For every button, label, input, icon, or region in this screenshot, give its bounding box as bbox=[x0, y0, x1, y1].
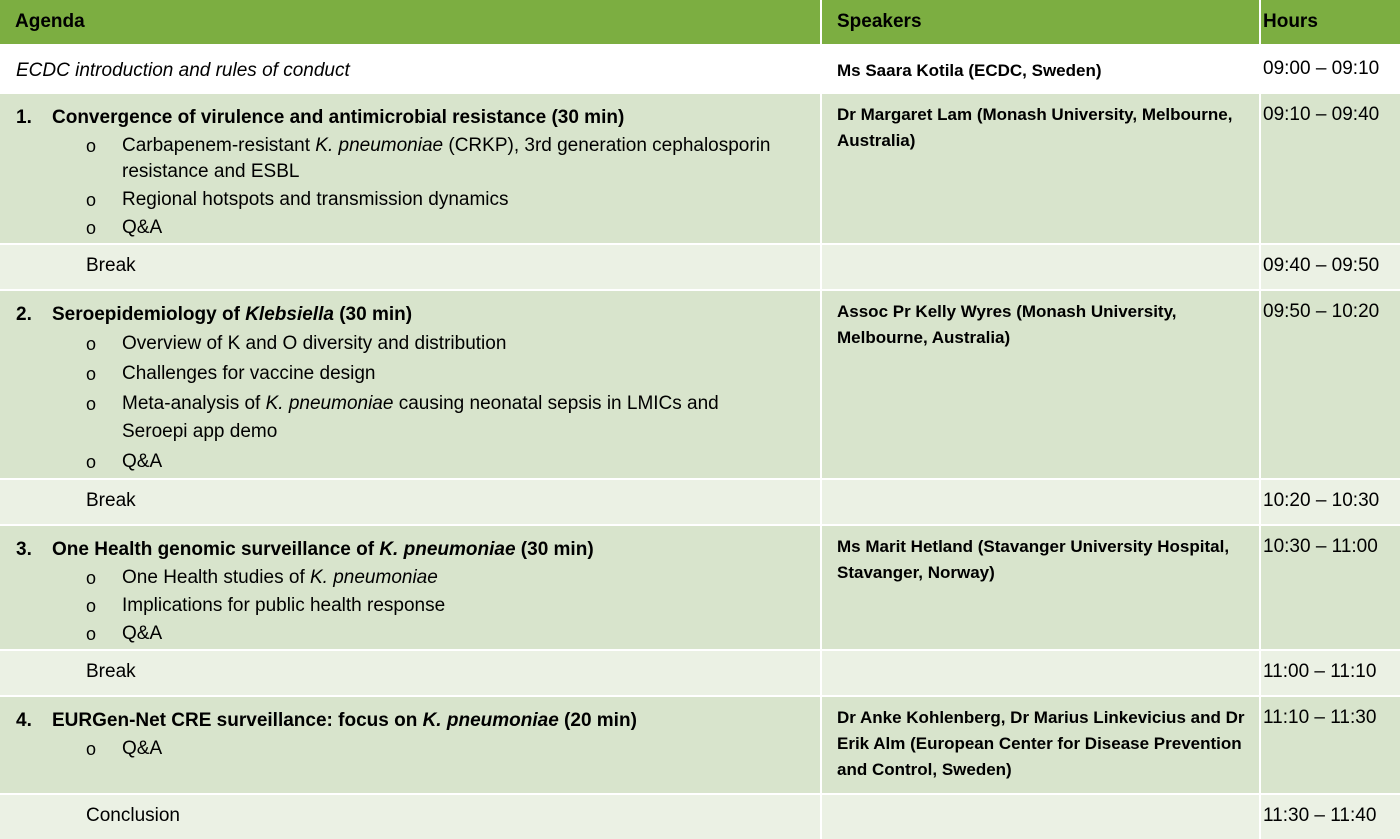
list-item: o Q&A bbox=[16, 621, 820, 647]
header-agenda: Agenda bbox=[0, 0, 821, 45]
session-title bbox=[16, 105, 820, 131]
session-speaker: Dr Margaret Lam (Monash University, Melbourne, Australia) bbox=[837, 105, 1233, 150]
bullet-icon: o bbox=[86, 568, 97, 588]
session-title: 2. Seroepidemiology of Klebsiella (30 min) bbox=[16, 302, 820, 328]
break-hours: 11:00 – 11:10 bbox=[1263, 661, 1377, 682]
list-item: o Challenges for vaccine design bbox=[16, 360, 820, 388]
session-hours: 10:30 – 11:00 bbox=[1263, 536, 1378, 557]
break-label: Break bbox=[86, 661, 136, 682]
list-item: o Meta-analysis of K. pneumoniae causing neonatal sepsis in LMICs and Seroepi app demo bbox=[16, 390, 820, 446]
list-item: o Overview of K and O diversity and distribution bbox=[16, 330, 820, 358]
conclusion-label: Conclusion bbox=[86, 805, 180, 826]
session-title: 3. One Health genomic surveillance of K. pneumoniae (30 min) bbox=[16, 537, 820, 563]
session-title: 4. EURGen-Net CRE surveillance: focus on K. pneumoniae (20 min) bbox=[16, 708, 820, 734]
session-number: 3. bbox=[16, 539, 32, 560]
list-item: o Q&A bbox=[16, 448, 820, 476]
session-row-3 bbox=[0, 525, 1400, 650]
header-row bbox=[0, 0, 1400, 45]
list-item: o Carbapenem-resistant K. pneumoniae (CRKP), 3rd generation cephalosporin resistance and ESBL bbox=[16, 133, 820, 185]
session-speaker: Ms Marit Hetland (Stavanger University Hospital, Stavanger, Norway) bbox=[837, 537, 1230, 582]
bullet-icon: o bbox=[86, 452, 97, 472]
bullet-icon: o bbox=[86, 624, 97, 644]
list-item: o Regional hotspots and transmission dynamics bbox=[16, 187, 820, 213]
list-item: o Q&A bbox=[16, 736, 820, 762]
list-item: o Implications for public health response bbox=[16, 593, 820, 619]
intro-speaker: Ms Saara Kotila (ECDC, Sweden) bbox=[837, 61, 1102, 80]
session-speaker: Dr Anke Kohlenberg, Dr Marius Linkevicius and Dr Erik Alm (European Center for Disease Prevention and Control, Sweden) bbox=[837, 708, 1245, 779]
bullet-icon: o bbox=[86, 218, 97, 238]
conclusion-row bbox=[0, 794, 1400, 839]
break-hours: 09:40 – 09:50 bbox=[1263, 255, 1380, 276]
break-hours: 10:20 – 10:30 bbox=[1263, 490, 1380, 511]
session-speaker: Assoc Pr Kelly Wyres (Monash University, Melbourne, Australia) bbox=[837, 302, 1177, 347]
session-number: 4. bbox=[16, 710, 32, 731]
intro-row bbox=[0, 45, 1400, 93]
list-item: o One Health studies of K. pneumoniae bbox=[16, 565, 820, 591]
conclusion-hours: 11:30 – 11:40 bbox=[1263, 805, 1377, 826]
bullet-icon: o bbox=[86, 190, 97, 210]
intro-hours: 09:00 – 09:10 bbox=[1263, 58, 1380, 79]
bullet-icon: o bbox=[86, 394, 97, 414]
break-row-1 bbox=[0, 244, 1400, 290]
bullet-icon: o bbox=[86, 136, 97, 156]
bullet-icon: o bbox=[86, 364, 97, 384]
intro-label: ECDC introduction and rules of conduct bbox=[16, 60, 350, 81]
session-hours: 11:10 – 11:30 bbox=[1263, 707, 1377, 728]
bullet-icon: o bbox=[86, 739, 97, 759]
session-row-2 bbox=[0, 290, 1400, 479]
break-label: Break bbox=[86, 490, 136, 511]
header-hours: Hours bbox=[1260, 0, 1400, 45]
session-title-text: Convergence of virulence and antimicrobial resistance (30 min) bbox=[52, 107, 625, 128]
session-row-1 bbox=[0, 93, 1400, 244]
list-item: o Q&A bbox=[16, 215, 820, 241]
bullet-icon: o bbox=[86, 334, 97, 354]
break-row-2 bbox=[0, 479, 1400, 525]
session-hours: 09:10 – 09:40 bbox=[1263, 104, 1380, 125]
break-label: Break bbox=[86, 255, 136, 276]
session-number: 1. bbox=[16, 107, 32, 128]
session-row-4 bbox=[0, 696, 1400, 794]
break-row-3 bbox=[0, 650, 1400, 696]
session-hours: 09:50 – 10:20 bbox=[1263, 301, 1380, 322]
header-speakers: Speakers bbox=[821, 0, 1260, 45]
bullet-icon: o bbox=[86, 596, 97, 616]
session-number: 2. bbox=[16, 304, 32, 325]
